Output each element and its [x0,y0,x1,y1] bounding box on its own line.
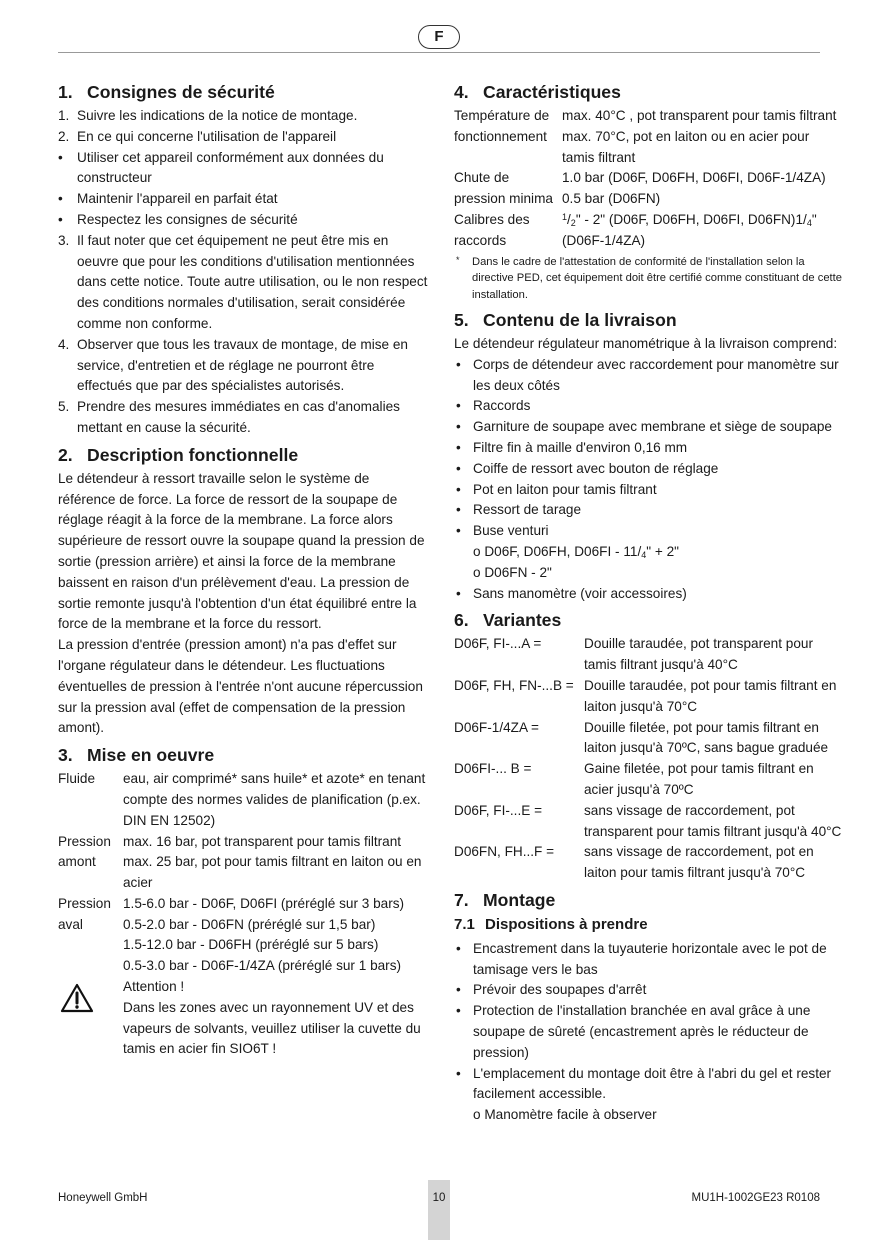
list-item: • Coiffe de ressort avec bouton de réglage [456,460,719,476]
variant-code: D06FN, FH...F = [454,844,555,860]
footnote: * Dans le cadre de l'attestation de conformité de l'installation selon la directive PED, cet équipement doit être certifié comme constituant de cette installation. [456,254,842,302]
spec-label: Pression amont [58,833,111,870]
warning-icon [58,977,123,1060]
section-delivery [454,308,842,604]
section-heading: 3. Mise en oeuvre [58,745,215,766]
variant-desc: Douille filetée, pot pour tamis filtrant en laiton jusqu'à 70ºC, sans bague graduée [584,719,829,756]
list-item: 4. Observer que tous les travaux de montage, de mise en service, d'entretien et de réglage ne pourront être effectués que par des spécialistes autorisés. [58,336,408,394]
list-item: • Prévoir des soupapes d'arrêt [456,982,647,998]
usage-table [58,769,428,977]
spec-value: 1.0 bar (D06F, D06FH, D06FI, D06F-1/4ZA) 0.5 bar (D06FN) [562,170,826,207]
page-number: 10 [432,1192,446,1204]
warning-block [58,977,428,1060]
spec-value: max. 16 bar, pot transparent pour tamis filtrant max. 25 bar, pot pour tamis filtrant en laiton ou en acier [123,833,422,891]
variant-desc: Gaine filetée, pot pour tamis filtrant en acier jusqu'à 70ºC [584,761,814,797]
list-item: • Corps de détendeur avec raccordement pour manomètre sur les deux côtés [456,356,839,393]
variant-desc: sans vissage de raccordement, pot en laiton pour tamis filtrant jusqu'à 70°C [584,844,814,881]
spec-label: Calibres des raccords [454,211,530,248]
list-item: 3. Il faut noter que cet équipement ne peut être mis en oeuvre que pour les conditions d'utilisation mentionnées dans cette notice. Toute autre utilisation, ou le non respect des conditions normales d'utilisation, serait considérée comme non conforme. [58,232,428,331]
footer-doc-id: MU1H-1002GE23 R0108 [691,1192,820,1204]
page-number-bar [428,1180,450,1240]
section-safety [58,80,428,439]
section-heading: 4. Caractéristiques [454,82,621,102]
right-column [454,76,842,1126]
list-item: • Pot en laiton pour tamis filtrant [456,481,657,497]
sub-item: o D06FN - 2" [473,564,552,580]
section-usage [58,743,428,1060]
section-heading: 5. Contenu de la livraison [454,309,677,330]
section-heading: 2. Description fonctionnelle [58,444,299,465]
section-mounting [454,888,842,1126]
variant-desc: sans vissage de raccordement, pot transparent pour tamis filtrant jusqu'à 40°C [584,802,842,839]
delivery-list-end [454,584,842,605]
spec-label: Pression aval [58,895,111,932]
subsection-heading: 7.1 Dispositions à prendre [454,915,648,933]
variant-desc: Douille taraudée, pot pour tamis filtrant en laiton jusqu'à 70°C [584,677,837,714]
variant-code: D06F, FI-...E = [454,802,543,818]
spec-value: max. 40°C , pot transparent pour tamis filtrant max. 70°C, pot en laiton ou en acier pour tamis filtrant [562,108,837,165]
list-item: • Raccords [456,398,531,414]
header-rule [58,52,820,53]
list-item: • Respectez les consignes de sécurité [58,211,298,227]
paragraph: La pression d'entrée (pression amont) n'a pas d'effet sur l'organe régulateur dans le détendeur. Les fluctuations éventuelles de pression à l'entrée n'ont aucune répercussion sur la pression aval (effet de compensation de la pression amont). [58,637,423,736]
list-item: • Filtre fin à maille d'environ 0,16 mm [456,439,688,455]
variants-table [454,634,842,884]
spec-label: Température de fonctionnement [454,108,550,144]
variant-desc: Douille taraudée, pot transparent pour tamis filtrant jusqu'à 40°C [584,636,813,673]
language-badge: F [418,25,460,49]
section-heading: 1. Consignes de sécurité [58,82,275,102]
list-item: • Garniture de soupape avec membrane et siège de soupape [456,419,832,435]
list-item: • Ressort de tarage [456,502,582,518]
section-heading: 6. Variantes [454,610,562,631]
sub-item: o D06F, D06FH, $D06FI - 11/_4$" + 2" [473,543,679,560]
spec-value: eau, air comprimé* sans huile* et azote* en tenant compte des normes valides de planification (p.ex. DIN EN 12502) [123,771,426,828]
delivery-list [454,355,842,542]
paragraph: Le détendeur à ressort travaille selon le système de référence de force. La force de ressort de la soupape de réglage réagit à la force de la membrane. La force alors supérieure de ressort ouvre la soupape quand la pression de sortie (pression arrière) et ainsi la force de la membrane baissent en raison d'un prélèvement d'eau. La pression de sortie remonte jusqu'à l'obtention d'un état équilibré entre la force de la membrane et la force du ressort. [58,470,425,632]
list-item: • Utiliser cet appareil conformément aux données du constructeur [58,149,384,186]
left-column [58,76,428,1060]
footer-company: Honeywell GmbH [58,1192,148,1204]
variant-code: D06F-1/4ZA = [454,719,540,735]
specs-table [454,106,842,252]
list-item: • Protection de l'installation branchée en aval grâce à une soupape de sûreté (encastrement après le réducteur de pression) [456,1003,811,1060]
section-heading: 7. Montage [454,889,556,910]
list-item: 1. Suivre les indications de la notice de montage. [58,108,358,123]
section-variants [454,608,842,884]
spec-label: Fluide [58,771,96,787]
spec-value: $^1/_2$" - 2" (D06F, D06FH, D06FI, $D06FN)1/_4$" (D06F-1/4ZA) [562,211,817,248]
safety-list [58,106,428,439]
section-specs [454,80,842,304]
variant-code: D06F, FI-...A = [454,636,542,652]
mounting-list [454,939,842,1105]
list-item: • Sans manomètre (voir accessoires) [456,585,687,601]
sub-item: o Manomètre facile à observer [473,1107,657,1123]
list-item: • Buse venturi [456,523,549,539]
list-item: • Encastrement dans la tuyauterie horizontale avec le pot de tamisage vers le bas [456,940,827,977]
variant-code: D06F, FH, FN-...B = [454,677,574,693]
variant-code: D06FI-... B = [454,761,532,777]
paragraph: Le détendeur régulateur manométrique à la livraison comprend: [454,335,838,351]
spec-label: Chute de pression minima [454,170,553,207]
list-item: • Maintenir l'appareil en parfait état [58,191,278,207]
list-item: 5. Prendre des mesures immédiates en cas d'anomalies mettant en cause la sécurité. [58,399,400,435]
warning-text: Attention ! Dans les zones avec un rayonnement UV et des vapeurs de solvants, veuillez utiliser la cuvette du tamis en acier fin SIO6T ! [123,979,421,1057]
section-description [58,443,428,739]
list-item: • L'emplacement du montage doit être à l'abri du gel et rester facilement accessible. [456,1065,832,1102]
list-item: 2. En ce qui concerne l'utilisation de l'appareil [58,128,337,144]
spec-value: 1.5-6.0 bar - D06F, D06FI (préréglé sur 3 bars) 0.5-2.0 bar - D06FN (préréglé sur 1,5 bar) 1.5-12.0 bar - D06FH (préréglé sur 5 bars) 0.5-3.0 bar - D06F-1/4ZA (préréglé sur 1 bars) [123,895,405,974]
